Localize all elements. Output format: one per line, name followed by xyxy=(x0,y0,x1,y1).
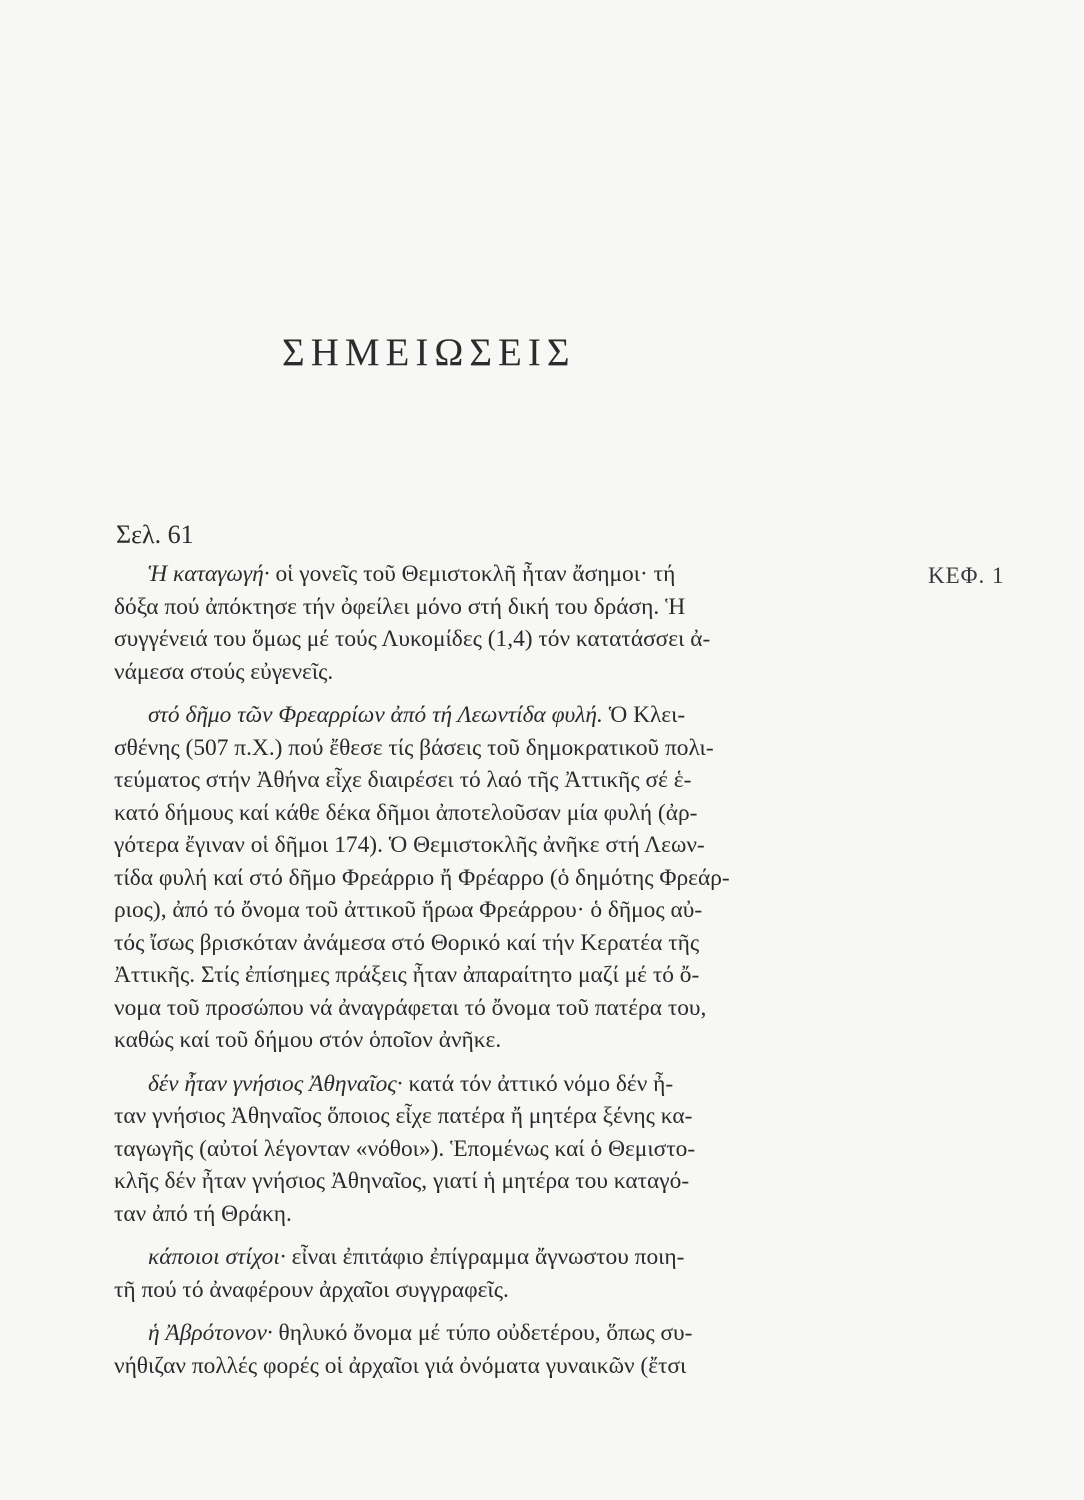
note-paragraph xyxy=(114,1068,862,1231)
note-lemma: ἡ Ἀβρότονον· xyxy=(148,1320,273,1346)
text-line xyxy=(114,558,862,591)
note-text: κατά τόν ἀττικό νόμο δέν ἦ- xyxy=(402,1070,674,1097)
text-line xyxy=(114,1068,862,1101)
text-line: νομα τοῦ προσώπου νά ἀναγράφεται τό ὄνομα τοῦ πατέρα του, xyxy=(114,994,707,1021)
note-paragraph xyxy=(114,558,862,688)
text-line: σθένης (507 π.Χ.) πού ἔθεσε τίς βάσεις τοῦ δημοκρατικοῦ πολι- xyxy=(114,734,714,761)
chapter-marker: ΚΕΦ. 1 xyxy=(928,563,1005,588)
text-line: κατό δήμους καί κάθε δέκα δῆμοι ἀποτελοῦσαν μία φυλή (ἀρ- xyxy=(114,799,698,826)
text-line xyxy=(114,699,862,732)
text-line: συγγένειά του ὅμως μέ τούς Λυκομίδες (1,4) τόν κατατάσσει ἀ- xyxy=(114,626,711,652)
page-title: ΣΗΜΕΙΩΣΕΙΣ xyxy=(282,331,576,374)
page-reference: Σελ. 61 xyxy=(116,520,194,549)
note-text: οἱ γονεῖς τοῦ Θεμιστοκλῆ ἦταν ἄσημοι· τή xyxy=(269,561,676,587)
text-line: γότερα ἔγιναν οἱ δῆμοι 174). Ὁ Θεμιστοκλῆς ἀνῆκε στή Λεων- xyxy=(114,832,705,858)
text-line: τίδα φυλή καί στό δῆμο Φρεάρριο ἤ Φρέαρρο (ὁ δημότης Φρεάρ- xyxy=(114,864,730,891)
note-lemma: στό δῆμο τῶν Φρεαρρίων ἀπό τή Λεωντίδα φυλή. xyxy=(148,702,603,728)
note-paragraph xyxy=(114,699,862,1057)
text-line: κλῆς δέν ἦταν γνήσιος Ἀθηναῖος, γιατί ἡ μητέρα του καταγό- xyxy=(114,1168,690,1194)
note-lemma: δέν ἦταν γνήσιος Ἀθηναῖος· xyxy=(148,1070,403,1097)
text-line: ριος), ἀπό τό ὄνομα τοῦ ἀττικοῦ ἥρωα Φρεάρρου· ὁ δῆμος αὐ- xyxy=(114,897,703,923)
note-text: εἶναι ἐπιτάφιο ἐπίγραμμα ἄγνωστου ποιη- xyxy=(285,1244,685,1270)
text-line xyxy=(114,1241,862,1274)
note-lemma: Ἡ καταγωγή· xyxy=(148,561,270,587)
text-line xyxy=(114,1317,862,1350)
note-paragraph xyxy=(114,1317,862,1382)
text-line: τῆ πού τό ἀναφέρουν ἀρχαῖοι συγγραφεῖς. xyxy=(114,1276,509,1303)
text-line: Ἀττικῆς. Στίς ἐπίσημες πράξεις ἦταν ἀπαραίτητο μαζί μέ τό ὄ- xyxy=(114,962,700,988)
note-paragraph xyxy=(114,1241,862,1306)
text-line: δόξα πού ἀπόκτησε τήν ὀφείλει μόνο στή δική του δράση. Ἡ xyxy=(114,593,686,620)
text-line: ταγωγῆς (αὐτοί λέγονταν «νόθοι»). Ἑπομένως καί ὁ Θεμιστο- xyxy=(114,1135,696,1162)
note-lemma: κάποιοι στίχοι· xyxy=(148,1244,286,1270)
note-text: θηλυκό ὄνομα μέ τύπο οὐδετέρου, ὅπως συ- xyxy=(272,1320,693,1346)
text-line: τεύματος στήν Ἀθήνα εἶχε διαιρέσει τό λαό τῆς Ἀττικῆς σέ ἑ- xyxy=(114,767,692,793)
text-line: νάμεσα στούς εὐγενεῖς. xyxy=(114,658,334,685)
text-line: ταν γνήσιος Ἀθηναῖος ὅποιος εἶχε πατέρα ἤ μητέρα ξένης κα- xyxy=(114,1103,693,1129)
text-line: νήθιζαν πολλές φορές οἱ ἀρχαῖοι γιά ὀνόματα γυναικῶν (ἔτσι xyxy=(114,1352,687,1379)
text-line: καθώς καί τοῦ δήμου στόν ὁποῖον ἀνῆκε. xyxy=(114,1027,502,1053)
text-line: ταν ἀπό τή Θράκη. xyxy=(114,1200,292,1227)
note-text: Ὁ Κλει- xyxy=(602,702,686,728)
text-line: τός ἴσως βρισκόταν ἀνάμεσα στό Θορικό καί τήν Κερατέα τῆς xyxy=(114,929,700,956)
notes-body xyxy=(114,558,862,1393)
